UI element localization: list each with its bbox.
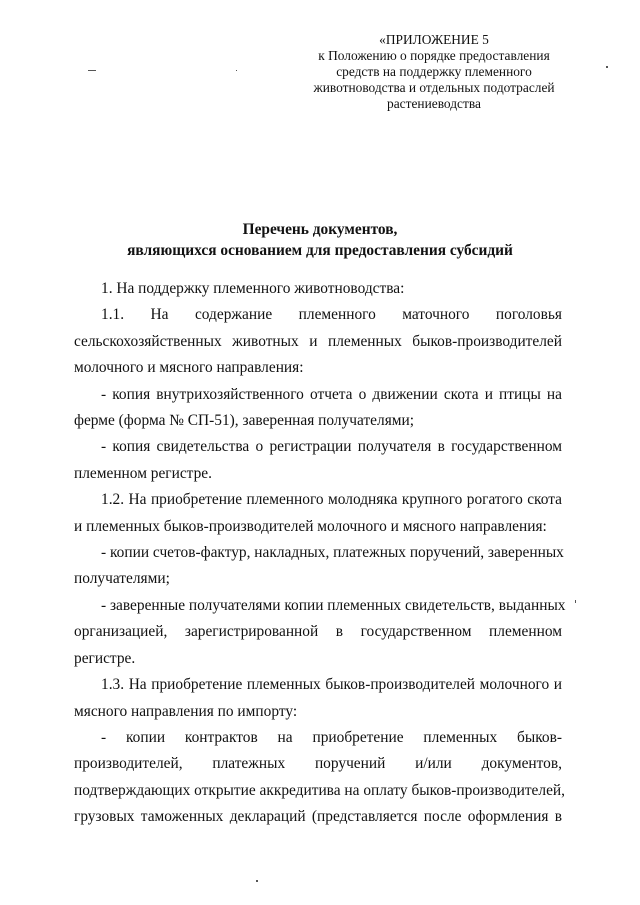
list-item (74, 725, 565, 831)
text-line: - копии счетов-фактур, накладных, платежных поручений, заверенных (101, 544, 564, 562)
appendix-header (296, 32, 572, 112)
text-line: 1.3. На приобретение племенных быков-производителей молочного и (101, 676, 562, 694)
list-item (74, 540, 562, 593)
text-line: - копия внутрихозяйственного отчета о движении скота и птицы на (101, 385, 562, 403)
section-heading-text: 1. На поддержку племенного животноводства: (101, 280, 405, 297)
scan-mark (575, 600, 576, 603)
scan-mark (256, 880, 258, 882)
scan-mark (88, 70, 96, 71)
text-line: - заверенные получателями копии племенных свидетельств, выданных (101, 596, 566, 614)
paragraph-1-3 (74, 672, 562, 725)
text-line: грузовых таможенных деклараций (представляется после оформления в (74, 808, 562, 826)
appendix-line: к Положению о порядке предоставления (318, 48, 550, 63)
paragraph-1-1 (74, 302, 562, 381)
appendix-line: животноводства и отдельных подотраслей (313, 80, 555, 95)
title-line: являющихся основанием для предоставления субсидий (127, 242, 513, 259)
text-line: молочного и мясного направления: (74, 359, 304, 377)
paragraph-1-2 (74, 487, 562, 540)
document-body (74, 276, 566, 831)
text-line: - копия свидетельства о регистрации получателя в государственном (101, 438, 562, 456)
text-line: племенном регистре. (74, 464, 212, 482)
scan-mark (606, 66, 608, 68)
scan-mark (236, 70, 237, 71)
text-line: сельскохозяйственных животных и племенных быков-производителей (74, 332, 562, 350)
text-line: 1.1. На содержание племенного маточного поголовья (101, 306, 562, 324)
text-line: мясного направления по импорту: (74, 702, 298, 720)
list-item (74, 593, 566, 672)
list-item (74, 434, 562, 487)
text-line: получателями; (74, 570, 170, 588)
appendix-number: «ПРИЛОЖЕНИЕ 5 (379, 32, 489, 47)
text-line: 1.2. На приобретение племенного молодняка крупного рогатого скота (101, 491, 562, 509)
appendix-line: средств на поддержку племенного (336, 64, 532, 79)
text-line: регистре. (74, 649, 136, 667)
text-line: организацией, зарегистрированной в государственном племенном (74, 623, 562, 641)
text-line: - копии контрактов на приобретение племенных быков- (101, 728, 562, 746)
text-line: подтверждающих открытие аккредитива на оплату быков-производителей, (74, 781, 565, 799)
text-line: ферме (форма № СП-51), заверенная получателями; (74, 412, 415, 430)
document-title (70, 219, 570, 261)
title-line: Перечень документов, (242, 221, 398, 238)
text-line: производителей, платежных поручений и/или документов, (74, 755, 562, 773)
list-item (74, 382, 562, 435)
section-heading (74, 276, 562, 302)
appendix-line: растениеводства (387, 96, 481, 111)
text-line: и племенных быков-производителей молочного и мясного направления: (74, 517, 547, 535)
